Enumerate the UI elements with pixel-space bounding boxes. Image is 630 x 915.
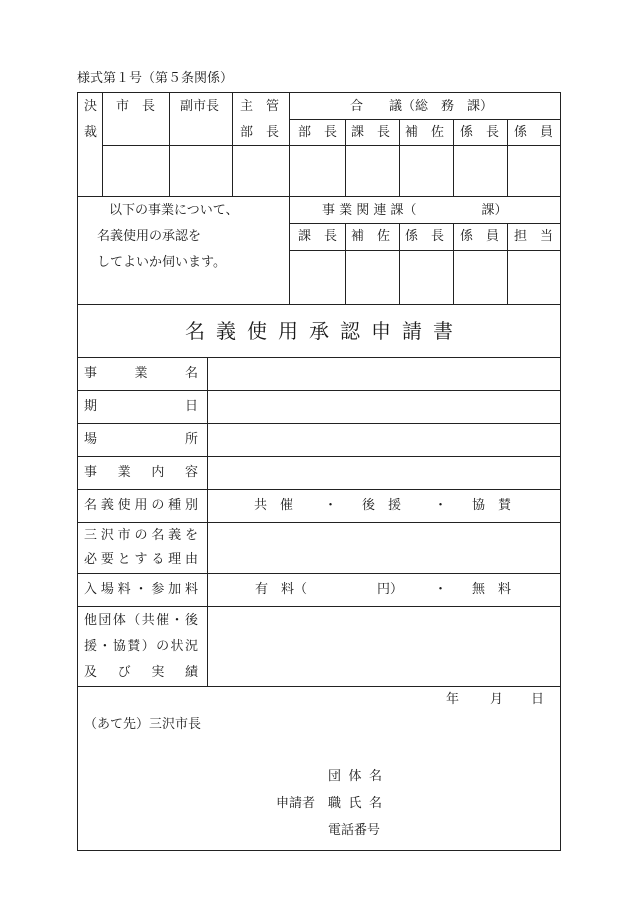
shukan-label: 主 管 — [240, 99, 280, 114]
applicant-label: 申請者 — [276, 796, 316, 811]
event-name-field[interactable] — [208, 358, 560, 390]
option-separator: ・ — [434, 498, 448, 513]
date-day-label: 日 — [531, 692, 545, 707]
name-title-label: 職 氏 名 — [328, 796, 382, 811]
row-label-event-name: 事 業 名 — [84, 366, 198, 381]
row-label-reason-2: 必 要 と す る 理 由 — [84, 552, 198, 567]
phone-label: 電話番号 — [328, 823, 381, 838]
shukan-bucho-label: 部 長 — [240, 125, 280, 140]
event-place-field[interactable] — [208, 424, 560, 456]
event-date-field[interactable] — [208, 391, 560, 423]
kessai-label-2: 裁 — [84, 125, 98, 140]
gigi-role-1: 部 長 — [298, 125, 338, 140]
related-role-1: 課 長 — [298, 229, 338, 244]
option-separator: ・ — [434, 582, 448, 597]
fukushicho-label: 副市長 — [180, 99, 220, 114]
group-name-label: 団 体 名 — [328, 769, 382, 784]
row-label-place: 場 所 — [84, 432, 198, 447]
related-role-4: 係 員 — [460, 229, 500, 244]
addressee: （あて先）三沢市長 — [84, 717, 202, 732]
request-line-3: してよいか伺います。 — [97, 255, 226, 270]
date-year-label: 年 — [446, 692, 460, 707]
form-title: 名義使用承認申請書 — [185, 319, 464, 343]
option-kyosai[interactable]: 共 催 — [254, 498, 294, 513]
row-label-others-2: 援 ・ 協 賛 ） の 状 況 — [84, 639, 198, 654]
fee-yen-label: 円） — [377, 582, 404, 597]
row-label-date: 期 日 — [84, 399, 198, 414]
row-label-others-3: 及 び 実 績 — [84, 665, 198, 680]
request-line-2: 名義使用の承認を — [97, 229, 202, 244]
kessai-label-1: 決 — [84, 99, 98, 114]
option-kyosan[interactable]: 協 賛 — [472, 498, 512, 513]
gigi-role-4: 係 長 — [460, 125, 500, 140]
related-title: 事 業 関 連 課（ 課） — [322, 203, 508, 218]
form-label: 様式第１号（第５条関係） — [77, 71, 234, 86]
event-content-field[interactable] — [208, 457, 560, 489]
others-status-field[interactable] — [208, 607, 560, 686]
reason-field[interactable] — [208, 523, 560, 573]
related-role-3: 係 長 — [405, 229, 445, 244]
row-label-fee: 入 場 料 ・ 参 加 料 — [84, 582, 198, 597]
shicho-label: 市 長 — [116, 99, 156, 114]
related-role-2: 補 佐 — [351, 229, 391, 244]
row-label-others-1: 他 団 体 （ 共 催 ・ 後 — [84, 613, 198, 628]
option-koen[interactable]: 後 援 — [362, 498, 402, 513]
row-label-usage-type: 名 義 使 用 の 種 別 — [84, 498, 198, 513]
row-label-reason-1: 三 沢 市 の 名 義 を — [84, 528, 198, 543]
related-role-5: 担 当 — [514, 229, 554, 244]
option-separator: ・ — [324, 498, 338, 513]
gigi-title: 合 議（総 務 課） — [350, 99, 494, 114]
gigi-role-3: 補 佐 — [405, 125, 445, 140]
gigi-role-5: 係 員 — [514, 125, 554, 140]
request-line-1: 以下の事業について、 — [109, 203, 239, 218]
option-free[interactable]: 無 料 — [472, 582, 512, 597]
option-paid[interactable]: 有 料（ — [255, 582, 308, 597]
date-month-label: 月 — [490, 692, 504, 707]
gigi-role-2: 課 長 — [351, 125, 391, 140]
row-label-content: 事 業 内 容 — [84, 465, 198, 480]
